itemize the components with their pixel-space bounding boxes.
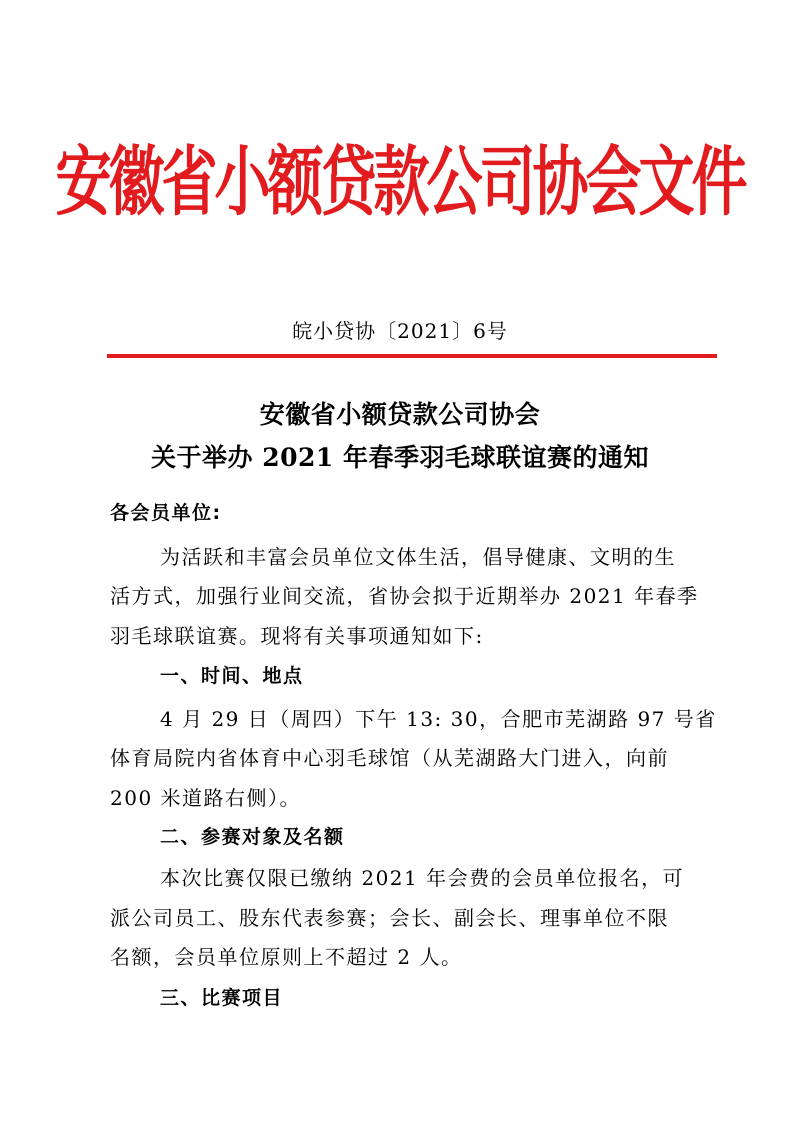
section-paragraph-line: 200 米道路右侧）。 bbox=[110, 786, 302, 810]
intro-line: 活方式，加强行业间交流，省协会拟于近期举办 2021 年春季 bbox=[110, 584, 699, 608]
notice-title-line-2: 关于举办 2021 年春季羽毛球联谊赛的通知 bbox=[151, 443, 649, 472]
red-divider-rule bbox=[107, 354, 717, 358]
section-paragraph-line: 体育局院内省体育中心羽毛球馆（从芜湖路大门进入，向前 bbox=[110, 746, 669, 770]
section-paragraph-line: 名额，会员单位原则上不超过 2 人。 bbox=[110, 945, 463, 969]
masthead-title: 安徽省小额贷款公司协会文件 bbox=[55, 139, 745, 228]
intro-line: 为活跃和丰富会员单位文体生活，倡导健康、文明的生 bbox=[160, 545, 676, 569]
notice-title-line-1: 安徽省小额贷款公司协会 bbox=[259, 400, 541, 429]
section-paragraph-line: 派公司员工、股东代表参赛；会长、副会长、理事单位不限 bbox=[110, 906, 669, 930]
document-number: 皖小贷协〔2021〕6号 bbox=[292, 319, 508, 343]
section-heading: 一、时间、地点 bbox=[160, 665, 304, 687]
intro-line: 羽毛球联谊赛。现将有关事项通知如下: bbox=[110, 624, 484, 648]
salutation: 各会员单位: bbox=[110, 502, 222, 524]
section-heading: 三、比赛项目 bbox=[160, 987, 284, 1009]
section-paragraph-line: 本次比赛仅限已缴纳 2021 年会费的会员单位报名，可 bbox=[160, 866, 685, 890]
section-paragraph-line: 4 月 29 日（周四）下午 13: 30，合肥市芜湖路 97 号省 bbox=[160, 707, 717, 731]
section-heading: 二、参赛对象及名额 bbox=[160, 826, 345, 848]
